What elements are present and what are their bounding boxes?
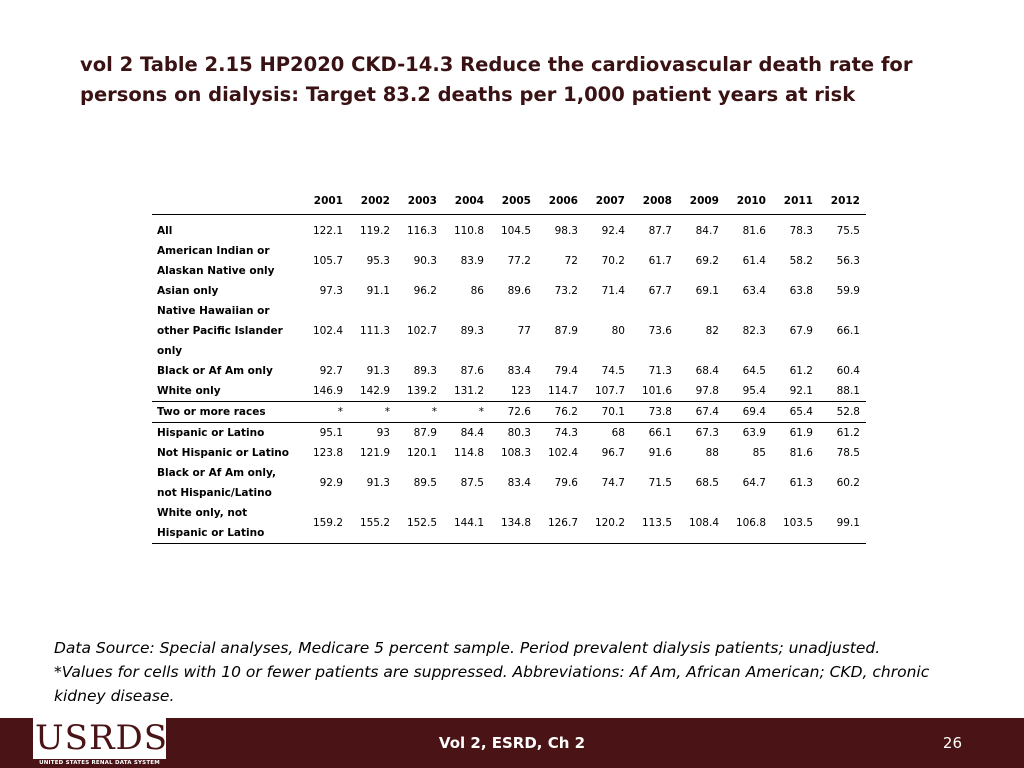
data-cell: 82.3 bbox=[742, 325, 766, 337]
data-cell: 66.1 bbox=[836, 325, 860, 337]
data-cell: 120.1 bbox=[406, 447, 437, 459]
year-header-2002: 2002 bbox=[349, 188, 396, 215]
data-cell: 89.3 bbox=[460, 325, 484, 337]
year-header-2012: 2012 bbox=[819, 188, 866, 215]
data-cell: 61.9 bbox=[789, 427, 813, 439]
data-cell: 119.2 bbox=[359, 225, 390, 237]
row-label bbox=[152, 463, 302, 503]
data-cell: 121.9 bbox=[359, 447, 390, 459]
year-header-2011: 2011 bbox=[772, 188, 819, 215]
row-label-line: White only bbox=[157, 385, 221, 397]
row-label bbox=[152, 423, 302, 444]
year-header-2009: 2009 bbox=[678, 188, 725, 215]
data-cell: 83.4 bbox=[507, 477, 531, 489]
footnote-abbreviations: *Values for cells with 10 or fewer patients are suppressed. Abbreviations: Af Am, African American; CKD, chronic kidney disease. bbox=[54, 663, 930, 705]
footer-section-label: Vol 2, ESRD, Ch 2 bbox=[438, 734, 586, 752]
year-header-2005: 2005 bbox=[490, 188, 537, 215]
data-cell: 61.2 bbox=[836, 427, 860, 439]
data-cell: 69.1 bbox=[695, 285, 719, 297]
data-cell: 105.7 bbox=[312, 255, 343, 267]
year-header-2003: 2003 bbox=[396, 188, 443, 215]
data-cell: 52.8 bbox=[819, 402, 866, 423]
table-row bbox=[152, 361, 866, 381]
data-cell: 69.2 bbox=[695, 255, 719, 267]
data-cell: 104.5 bbox=[500, 225, 531, 237]
table-row bbox=[152, 423, 866, 444]
data-cell: 89.6 bbox=[507, 285, 531, 297]
table-header bbox=[152, 188, 866, 215]
data-cell: 131.2 bbox=[443, 381, 490, 402]
row-label bbox=[152, 215, 302, 242]
data-cell: 101.6 bbox=[631, 381, 678, 402]
data-cell: 96.7 bbox=[601, 447, 625, 459]
row-label bbox=[152, 503, 302, 544]
data-cell: 76.2 bbox=[537, 402, 584, 423]
data-cell: 70.2 bbox=[601, 255, 625, 267]
data-cell: 88 bbox=[705, 447, 719, 459]
data-cell: 71.4 bbox=[601, 285, 625, 297]
data-cell: 106.8 bbox=[725, 503, 772, 544]
data-cell: 59.9 bbox=[836, 285, 860, 297]
data-cell: 126.7 bbox=[537, 503, 584, 544]
data-cell: 58.2 bbox=[789, 255, 813, 267]
data-cell: 64.5 bbox=[742, 365, 766, 377]
data-cell: 70.1 bbox=[584, 402, 631, 423]
data-cell: 87.7 bbox=[648, 225, 672, 237]
data-cell: 63.9 bbox=[742, 427, 766, 439]
data-cell: 63.8 bbox=[789, 285, 813, 297]
data-cell: 92.9 bbox=[319, 477, 343, 489]
data-cell: 72.6 bbox=[490, 402, 537, 423]
data-cell: 90.3 bbox=[413, 255, 437, 267]
death-rate-table bbox=[152, 188, 866, 544]
data-cell: 110.8 bbox=[453, 225, 484, 237]
table-row bbox=[152, 463, 866, 503]
data-cell: 95.3 bbox=[366, 255, 390, 267]
data-cell: 95.1 bbox=[319, 427, 343, 439]
row-label-line: Native Hawaiian or bbox=[157, 305, 270, 317]
data-cell: 72 bbox=[564, 255, 578, 267]
table-row bbox=[152, 402, 866, 423]
data-cell: 108.3 bbox=[500, 447, 531, 459]
data-cell: 77 bbox=[517, 325, 531, 337]
data-cell: 68.5 bbox=[695, 477, 719, 489]
row-label-line: Hispanic or Latino bbox=[157, 527, 265, 539]
page-number: 26 bbox=[942, 734, 962, 752]
data-cell: 102.7 bbox=[406, 325, 437, 337]
data-cell: 85 bbox=[752, 447, 766, 459]
data-cell: 102.4 bbox=[547, 447, 578, 459]
row-label-line: Asian only bbox=[157, 285, 219, 297]
data-cell: 113.5 bbox=[631, 503, 678, 544]
data-cell: 79.6 bbox=[554, 477, 578, 489]
data-cell: 99.1 bbox=[819, 503, 866, 544]
data-cell: 107.7 bbox=[584, 381, 631, 402]
data-cell: 63.4 bbox=[742, 285, 766, 297]
data-cell: 123 bbox=[490, 381, 537, 402]
data-cell: 61.4 bbox=[742, 255, 766, 267]
row-label bbox=[152, 281, 302, 301]
data-cell: 122.1 bbox=[312, 225, 343, 237]
logo-subtitle: UNITED STATES RENAL DATA SYSTEM bbox=[33, 759, 166, 768]
row-label-line: American Indian or bbox=[157, 245, 270, 257]
data-cell: 95.4 bbox=[725, 381, 772, 402]
table-row bbox=[152, 215, 866, 242]
data-cell: * bbox=[396, 402, 443, 423]
data-cell: 96.2 bbox=[413, 285, 437, 297]
data-cell: 61.7 bbox=[648, 255, 672, 267]
row-label bbox=[152, 241, 302, 281]
row-label-line: Not Hispanic or Latino bbox=[157, 447, 289, 459]
table-body bbox=[152, 215, 866, 544]
year-header-2007: 2007 bbox=[584, 188, 631, 215]
data-cell: 71.5 bbox=[648, 477, 672, 489]
data-cell: 74.5 bbox=[601, 365, 625, 377]
data-cell: 91.3 bbox=[366, 477, 390, 489]
data-cell: 92.1 bbox=[772, 381, 819, 402]
footnote-source: Data Source: Special analyses, Medicare 5 percent sample. Period prevalent dialysis patients; unadjusted. bbox=[54, 639, 881, 657]
data-cell: 74.3 bbox=[554, 427, 578, 439]
data-cell: 78.5 bbox=[836, 447, 860, 459]
data-cell: 67.4 bbox=[678, 402, 725, 423]
data-cell: 65.4 bbox=[772, 402, 819, 423]
data-cell: 89.5 bbox=[413, 477, 437, 489]
data-cell: 83.9 bbox=[460, 255, 484, 267]
data-cell: 123.8 bbox=[312, 447, 343, 459]
data-cell: 92.4 bbox=[601, 225, 625, 237]
data-cell: 68.4 bbox=[695, 365, 719, 377]
year-header-2004: 2004 bbox=[443, 188, 490, 215]
data-cell: 78.3 bbox=[789, 225, 813, 237]
data-cell: 155.2 bbox=[349, 503, 396, 544]
table-row bbox=[152, 281, 866, 301]
data-cell: 73.6 bbox=[648, 325, 672, 337]
data-cell: 83.4 bbox=[507, 365, 531, 377]
data-cell: 56.3 bbox=[836, 255, 860, 267]
row-label bbox=[152, 443, 302, 463]
data-cell: 79.4 bbox=[554, 365, 578, 377]
data-cell: 114.8 bbox=[453, 447, 484, 459]
data-cell: 142.9 bbox=[349, 381, 396, 402]
data-cell: 75.5 bbox=[836, 225, 860, 237]
row-label-line: only bbox=[157, 345, 183, 357]
row-label-line: not Hispanic/Latino bbox=[157, 487, 272, 499]
data-cell: 66.1 bbox=[648, 427, 672, 439]
data-cell: 98.3 bbox=[554, 225, 578, 237]
data-cell: 111.3 bbox=[359, 325, 390, 337]
table-row bbox=[152, 443, 866, 463]
data-cell: 114.7 bbox=[537, 381, 584, 402]
year-header-2010: 2010 bbox=[725, 188, 772, 215]
data-cell: 97.8 bbox=[678, 381, 725, 402]
row-label-line: White only, not bbox=[157, 507, 248, 519]
title-line-1: vol 2 Table 2.15 HP2020 CKD-14.3 Reduce the cardiovascular death rate for bbox=[80, 53, 913, 76]
logo-wordmark: USRDS bbox=[35, 718, 169, 758]
year-header-2008: 2008 bbox=[631, 188, 678, 215]
data-cell: 73.2 bbox=[554, 285, 578, 297]
row-label-line: All bbox=[157, 225, 173, 237]
data-cell: 87.6 bbox=[460, 365, 484, 377]
row-label-line: Two or more races bbox=[157, 406, 266, 418]
data-cell: * bbox=[443, 402, 490, 423]
row-label bbox=[152, 301, 302, 361]
data-cell: 103.5 bbox=[772, 503, 819, 544]
data-cell: 86 bbox=[470, 285, 484, 297]
data-cell: 67.9 bbox=[789, 325, 813, 337]
row-label bbox=[152, 381, 302, 402]
data-cell: 71.3 bbox=[648, 365, 672, 377]
data-cell: 69.4 bbox=[725, 402, 772, 423]
year-header-2006: 2006 bbox=[537, 188, 584, 215]
data-cell: 144.1 bbox=[443, 503, 490, 544]
data-cell: 116.3 bbox=[406, 225, 437, 237]
row-label-line: Black or Af Am only bbox=[157, 365, 273, 377]
page-title bbox=[80, 50, 960, 110]
data-cell: 146.9 bbox=[302, 381, 349, 402]
data-cell: 67.7 bbox=[648, 285, 672, 297]
data-cell: 91.6 bbox=[648, 447, 672, 459]
data-cell: 82 bbox=[705, 325, 719, 337]
data-cell: 77.2 bbox=[507, 255, 531, 267]
data-cell: 87.5 bbox=[460, 477, 484, 489]
data-cell: 134.8 bbox=[490, 503, 537, 544]
data-cell: 60.4 bbox=[836, 365, 860, 377]
data-cell: 97.3 bbox=[319, 285, 343, 297]
data-cell: 60.2 bbox=[836, 477, 860, 489]
row-label-line: Alaskan Native only bbox=[157, 265, 275, 277]
header-label-cell bbox=[152, 188, 302, 215]
table-row bbox=[152, 301, 866, 361]
data-cell: 74.7 bbox=[601, 477, 625, 489]
data-cell: 87.9 bbox=[554, 325, 578, 337]
data-cell: 73.8 bbox=[631, 402, 678, 423]
data-cell: * bbox=[349, 402, 396, 423]
data-cell: 61.2 bbox=[789, 365, 813, 377]
data-cell: 81.6 bbox=[789, 447, 813, 459]
data-cell: 64.7 bbox=[742, 477, 766, 489]
table-row bbox=[152, 381, 866, 402]
data-cell: 88.1 bbox=[819, 381, 866, 402]
header-row bbox=[152, 188, 866, 215]
footnote bbox=[54, 636, 974, 708]
row-label bbox=[152, 361, 302, 381]
data-cell: 139.2 bbox=[396, 381, 443, 402]
data-cell: 91.3 bbox=[366, 365, 390, 377]
year-header-2001: 2001 bbox=[302, 188, 349, 215]
data-cell: 80 bbox=[611, 325, 625, 337]
data-cell: 91.1 bbox=[366, 285, 390, 297]
data-cell: 102.4 bbox=[312, 325, 343, 337]
data-cell: 152.5 bbox=[396, 503, 443, 544]
row-label-line: other Pacific Islander bbox=[157, 325, 283, 337]
data-cell: 87.9 bbox=[413, 427, 437, 439]
row-label-line: Hispanic or Latino bbox=[157, 427, 265, 439]
data-cell: 80.3 bbox=[507, 427, 531, 439]
data-cell: 89.3 bbox=[413, 365, 437, 377]
data-cell: 84.7 bbox=[695, 225, 719, 237]
table-row bbox=[152, 503, 866, 544]
data-cell: 108.4 bbox=[678, 503, 725, 544]
row-label bbox=[152, 402, 302, 423]
data-cell: 67.3 bbox=[695, 427, 719, 439]
data-cell: 93 bbox=[376, 427, 390, 439]
data-cell: 84.4 bbox=[460, 427, 484, 439]
row-label-line: Black or Af Am only, bbox=[157, 467, 276, 479]
data-cell: 68 bbox=[611, 427, 625, 439]
data-cell: 92.7 bbox=[319, 365, 343, 377]
table-row bbox=[152, 241, 866, 281]
data-cell: 120.2 bbox=[584, 503, 631, 544]
data-cell: * bbox=[302, 402, 349, 423]
data-cell: 61.3 bbox=[789, 477, 813, 489]
data-cell: 81.6 bbox=[742, 225, 766, 237]
title-line-2: persons on dialysis: Target 83.2 deaths per 1,000 patient years at risk bbox=[80, 83, 856, 106]
data-cell: 159.2 bbox=[302, 503, 349, 544]
